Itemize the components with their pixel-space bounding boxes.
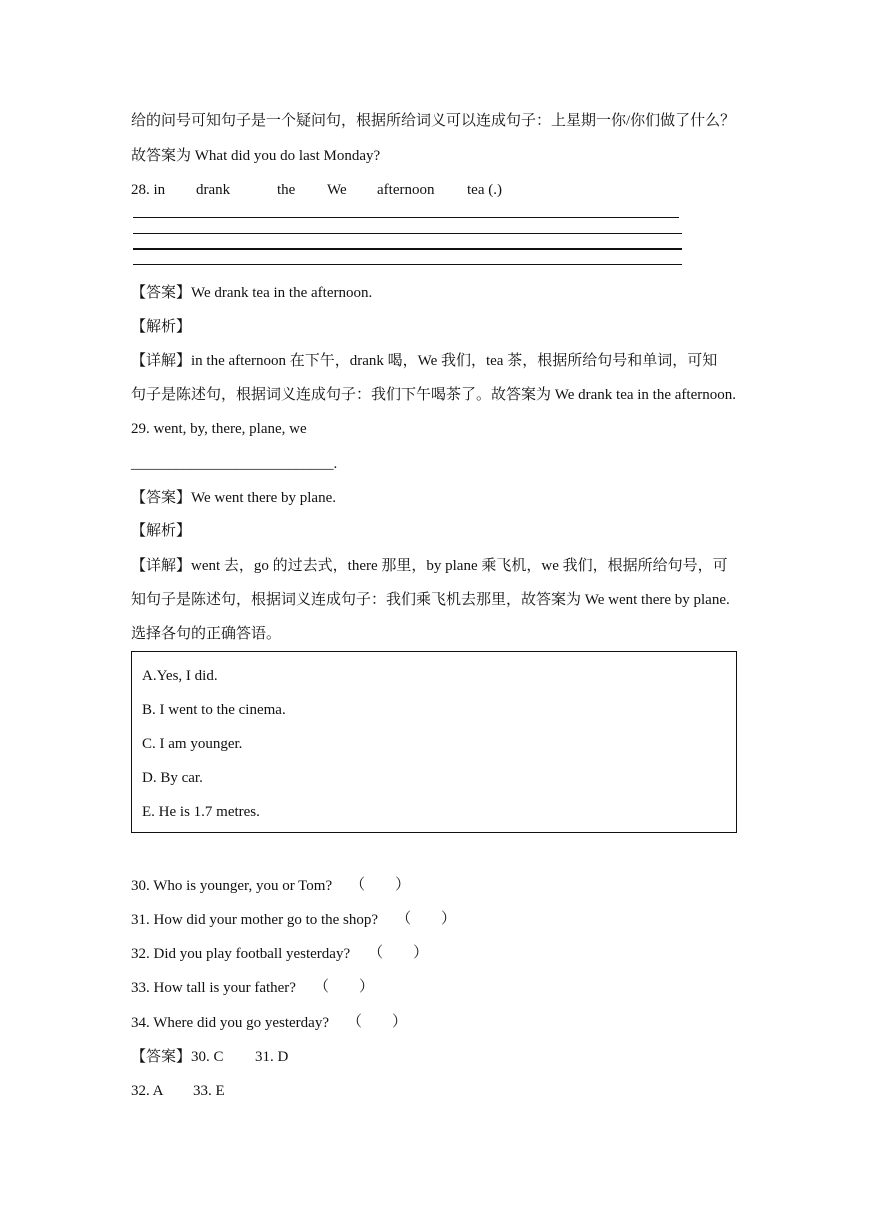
open-paren: （ <box>396 911 412 927</box>
question-text: 34. Where did you go yesterday? <box>131 1015 329 1031</box>
detail-29-line-2: 知句子是陈述句，根据词义连成句子：我们乘飞机去那里，故答案为 We went there by plane. <box>131 592 730 608</box>
section-instruction: 选择各句的正确答语。 <box>131 626 282 642</box>
answer-29: 【答案】We went there by plane. <box>131 490 336 506</box>
option-d: D. By car. <box>142 770 203 786</box>
answers-line-1 <box>131 1048 431 1066</box>
answer-conclusion-line: 故答案为 What did you do last Monday? <box>131 148 381 164</box>
question-31 <box>131 911 456 929</box>
open-paren: （ <box>368 945 384 961</box>
close-paren: ） <box>441 911 457 927</box>
answer-32: 32. A <box>131 1083 164 1099</box>
word-token: afternoon <box>377 182 435 198</box>
word-token: tea (.) <box>467 182 502 198</box>
word-token: 28. in <box>131 182 166 198</box>
answer-31: 31. D <box>255 1049 289 1065</box>
close-paren: ） <box>413 945 429 961</box>
question-text: 30. Who is younger, you or Tom? <box>131 878 333 894</box>
open-paren: （ <box>313 979 329 995</box>
detail-29-line-1: 【详解】went 去，go 的过去式，there 那里，by plane 乘飞机，we 我们，根据所给句号，可 <box>131 558 728 574</box>
answers-line-2 <box>131 1082 431 1100</box>
detail-28-line-2: 句子是陈述句，根据词义连成句子：我们下午喝茶了。故答案为 We drank tea in the afternoon. <box>131 387 736 403</box>
close-paren: ） <box>358 979 374 995</box>
option-c: C. I am younger. <box>142 736 243 752</box>
question-text: 33. How tall is your father? <box>131 980 296 996</box>
question-33 <box>131 979 374 997</box>
option-b: B. I went to the cinema. <box>142 702 286 718</box>
options-box <box>131 651 737 833</box>
question-text: 32. Did you play football yesterday? <box>131 946 351 962</box>
word-token: drank <box>196 182 231 198</box>
answer-line <box>133 264 682 265</box>
open-paren: （ <box>350 877 366 893</box>
detail-28-line-1: 【详解】in the afternoon 在下午，drank 喝，We 我们，tea 茶，根据所给句号和单词，可知 <box>131 353 718 369</box>
answer-line <box>133 248 682 250</box>
word-token: the <box>277 182 296 198</box>
question-32 <box>131 945 428 963</box>
explanation-text-line: 给的问号可知句子是一个疑问句，根据所给词义可以连成句子：上星期一你/你们做了什么？ <box>131 113 736 129</box>
question-28-words <box>131 181 731 199</box>
question-34 <box>131 1014 407 1032</box>
question-29: 29. went, by, there, plane, we <box>131 421 307 437</box>
close-paren: ） <box>395 877 411 893</box>
question-30 <box>131 877 410 895</box>
question-text: 31. How did your mother go to the shop? <box>131 912 379 928</box>
answer-28: 【答案】We drank tea in the afternoon. <box>131 285 373 301</box>
word-token: We <box>327 182 347 198</box>
option-e: E. He is 1.7 metres. <box>142 804 260 820</box>
option-a: A.Yes, I did. <box>142 668 218 684</box>
analysis-heading-29: 【解析】 <box>131 523 192 539</box>
answer-33: 33. E <box>193 1083 225 1099</box>
answer-line <box>133 217 679 218</box>
analysis-heading-28: 【解析】 <box>131 319 192 335</box>
answer-30: 【答案】30. C <box>131 1049 224 1065</box>
open-paren: （ <box>347 1014 363 1030</box>
answer-line <box>133 233 682 234</box>
question-29-blank: ___________________________. <box>131 456 338 472</box>
close-paren: ） <box>391 1014 407 1030</box>
